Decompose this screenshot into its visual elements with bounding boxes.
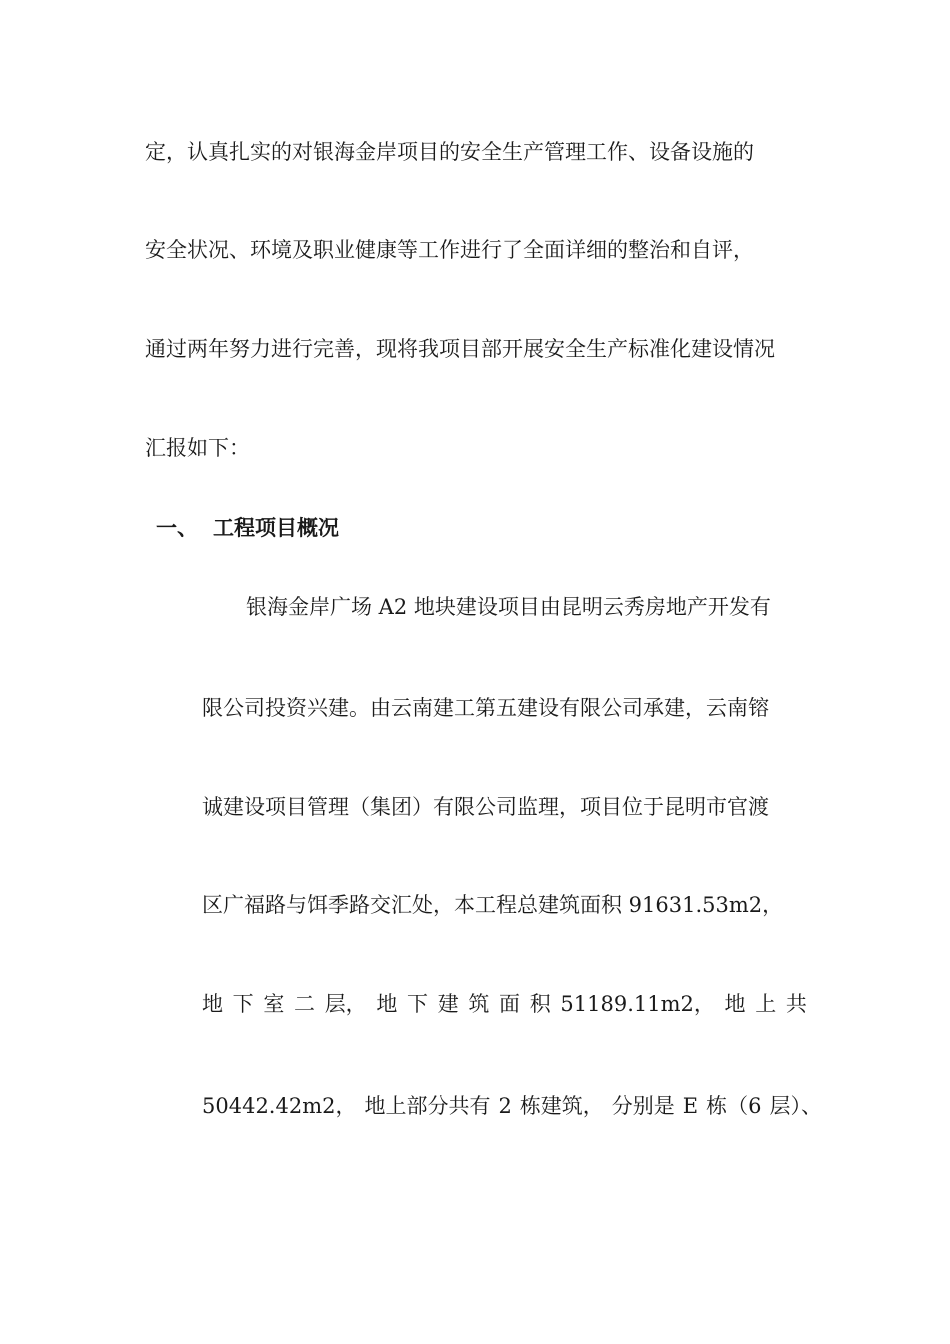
overview-line-6-word: 层）、: [769, 1094, 822, 1118]
intro-line-1: 定，认真扎实的对银海金岸项目的安全生产管理工作、设备设施的: [145, 140, 754, 164]
section-title: 工程项目概况: [213, 516, 339, 540]
overview-line-5-word: 共: [785, 992, 807, 1016]
overview-line-6-word: 栋建筑，: [519, 1094, 604, 1118]
overview-line-6-word: 2: [498, 1094, 512, 1118]
overview-line-5-word: 地: [724, 992, 746, 1016]
overview-line-4: 区广福路与饵季路交汇处，本工程总建筑面积 91631.53m2，: [202, 893, 784, 917]
section-number: 一、: [156, 516, 198, 540]
overview-line-1: 银海金岸广场 A2 地块建设项目由昆明云秀房地产开发有: [246, 595, 771, 619]
overview-line-6: [202, 1092, 822, 1120]
overview-line-5-word: 二: [294, 992, 316, 1016]
overview-line-5-word: 51189.11m2，: [560, 992, 715, 1016]
overview-line-5-word: 上: [755, 992, 777, 1016]
overview-line-5-word: 积: [529, 992, 551, 1016]
overview-line-6-word: 栋（6: [706, 1094, 762, 1118]
intro-line-2: 安全状况、环境及职业健康等工作进行了全面详细的整治和自评，: [145, 238, 754, 262]
overview-line-5-word: 地: [376, 992, 398, 1016]
overview-line-2: 限公司投资兴建。由云南建工第五建设有限公司承建，云南镕: [202, 696, 769, 720]
intro-line-3: 通过两年努力进行完善，现将我项目部开展安全生产标准化建设情况: [145, 337, 775, 361]
overview-line-5-word: 下: [407, 992, 429, 1016]
overview-line-5-word: 下: [232, 992, 254, 1016]
intro-line-4: 汇报如下：: [145, 436, 250, 460]
overview-line-6-word: 地上部分共有: [364, 1094, 491, 1118]
overview-line-5-word: 层，: [324, 992, 367, 1016]
overview-line-5-word: 筑: [468, 992, 490, 1016]
overview-line-5-word: 室: [263, 992, 285, 1016]
overview-line-6-word: 分别是: [611, 1094, 675, 1118]
overview-line-6-word: E: [682, 1094, 699, 1118]
overview-line-5-word: 地: [202, 992, 223, 1016]
overview-line-5: [202, 990, 807, 1018]
overview-line-3: 诚建设项目管理（集团）有限公司监理，项目位于昆明市官渡: [202, 795, 769, 819]
overview-line-5-word: 面: [499, 992, 521, 1016]
section-heading: [156, 514, 339, 542]
overview-line-6-word: 50442.42m2，: [202, 1094, 357, 1118]
overview-line-5-word: 建: [437, 992, 459, 1016]
